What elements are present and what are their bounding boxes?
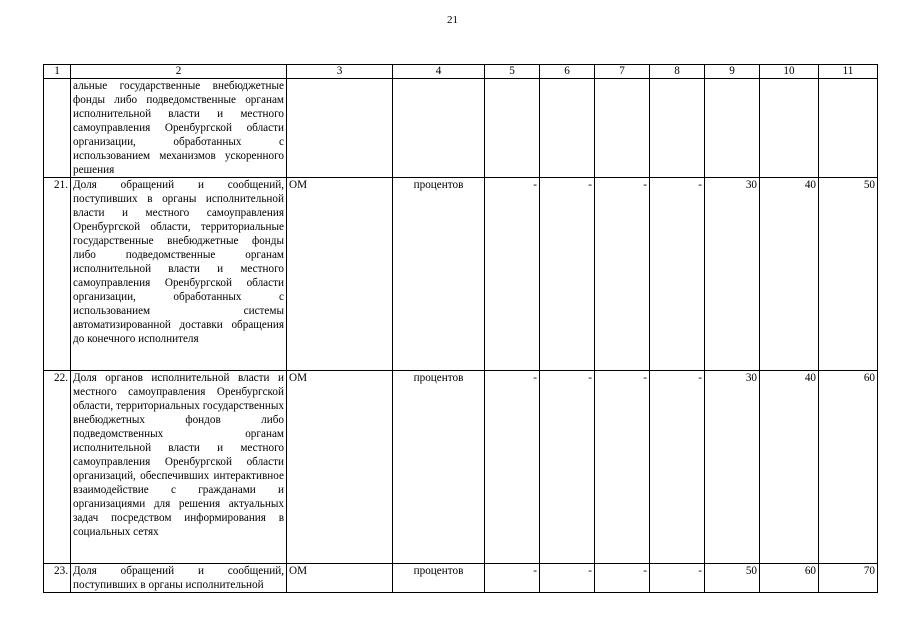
value-col-9: 30	[705, 178, 760, 371]
unit-cell	[393, 79, 485, 178]
row-number: 22.	[44, 371, 71, 564]
unit-cell: процентов	[393, 178, 485, 371]
value-col-10	[760, 79, 819, 178]
value-col-10: 40	[760, 371, 819, 564]
row-number: 23.	[44, 564, 71, 593]
column-header: 5	[485, 65, 540, 79]
column-header: 9	[705, 65, 760, 79]
unit-cell: процентов	[393, 564, 485, 593]
value-col-10: 40	[760, 178, 819, 371]
column-header: 6	[540, 65, 595, 79]
indicator-description: Доля органов исполнительной власти и местного самоуправления Оренбургской области, территориальных государственных внебюджетных фондов либо подведомственных органам исполнительной власти и местного самоуправления Оренбургской области организаций, обеспечивших интерактивное взаимодействие с гражданами и организациями для решения актуальных задач посредством информирования в социальных сетях	[71, 371, 287, 564]
value-col-9: 50	[705, 564, 760, 593]
value-col-11	[819, 79, 878, 178]
column-number-row	[44, 65, 878, 79]
value-col-5: -	[485, 371, 540, 564]
value-col-8: -	[650, 371, 705, 564]
value-col-6: -	[540, 371, 595, 564]
column-header: 4	[393, 65, 485, 79]
value-col-8	[650, 79, 705, 178]
value-col-5: -	[485, 564, 540, 593]
table-row-23	[44, 564, 878, 593]
value-col-11: 60	[819, 371, 878, 564]
value-col-7	[595, 79, 650, 178]
source-cell: ОМ	[287, 178, 393, 371]
table-row-21	[44, 178, 878, 371]
row-number: 21.	[44, 178, 71, 371]
value-col-5	[485, 79, 540, 178]
value-col-8: -	[650, 178, 705, 371]
value-col-6: -	[540, 564, 595, 593]
table-row-continuation	[44, 79, 878, 178]
source-cell: ОМ	[287, 564, 393, 593]
column-header: 2	[71, 65, 287, 79]
value-col-9	[705, 79, 760, 178]
table-row-22	[44, 371, 878, 564]
column-header: 3	[287, 65, 393, 79]
page-number: 21	[447, 14, 458, 26]
column-header: 11	[819, 65, 878, 79]
column-header: 8	[650, 65, 705, 79]
value-col-11: 70	[819, 564, 878, 593]
column-header: 7	[595, 65, 650, 79]
value-col-6: -	[540, 178, 595, 371]
source-cell: ОМ	[287, 371, 393, 564]
value-col-5: -	[485, 178, 540, 371]
value-col-7: -	[595, 564, 650, 593]
unit-cell: процентов	[393, 371, 485, 564]
indicator-table	[43, 64, 878, 593]
value-col-6	[540, 79, 595, 178]
value-col-11: 50	[819, 178, 878, 371]
value-col-7: -	[595, 371, 650, 564]
column-header: 1	[44, 65, 71, 79]
column-header: 10	[760, 65, 819, 79]
indicator-description: альные государственные внебюджетные фонды либо подведомственные органам исполнительной власти и местного самоуправления Оренбургской области организации, обработанных с использованием механизмов ускоренного решения	[71, 79, 287, 178]
value-col-10: 60	[760, 564, 819, 593]
value-col-7: -	[595, 178, 650, 371]
indicator-description: Доля обращений и сообщений, поступивших в органы исполнительной	[71, 564, 287, 593]
row-number	[44, 79, 71, 178]
source-cell	[287, 79, 393, 178]
value-col-9: 30	[705, 371, 760, 564]
value-col-8: -	[650, 564, 705, 593]
indicator-description: Доля обращений и сообщений, поступивших в органы исполнительной власти и местного самоуправления Оренбургской области, территориальные государственные внебюджетные фонды либо подведомственные органам исполнительной власти и местного самоуправления Оренбургской области организации, обработанных с использованием системы автоматизированной доставки обращения до конечного исполнителя	[71, 178, 287, 371]
